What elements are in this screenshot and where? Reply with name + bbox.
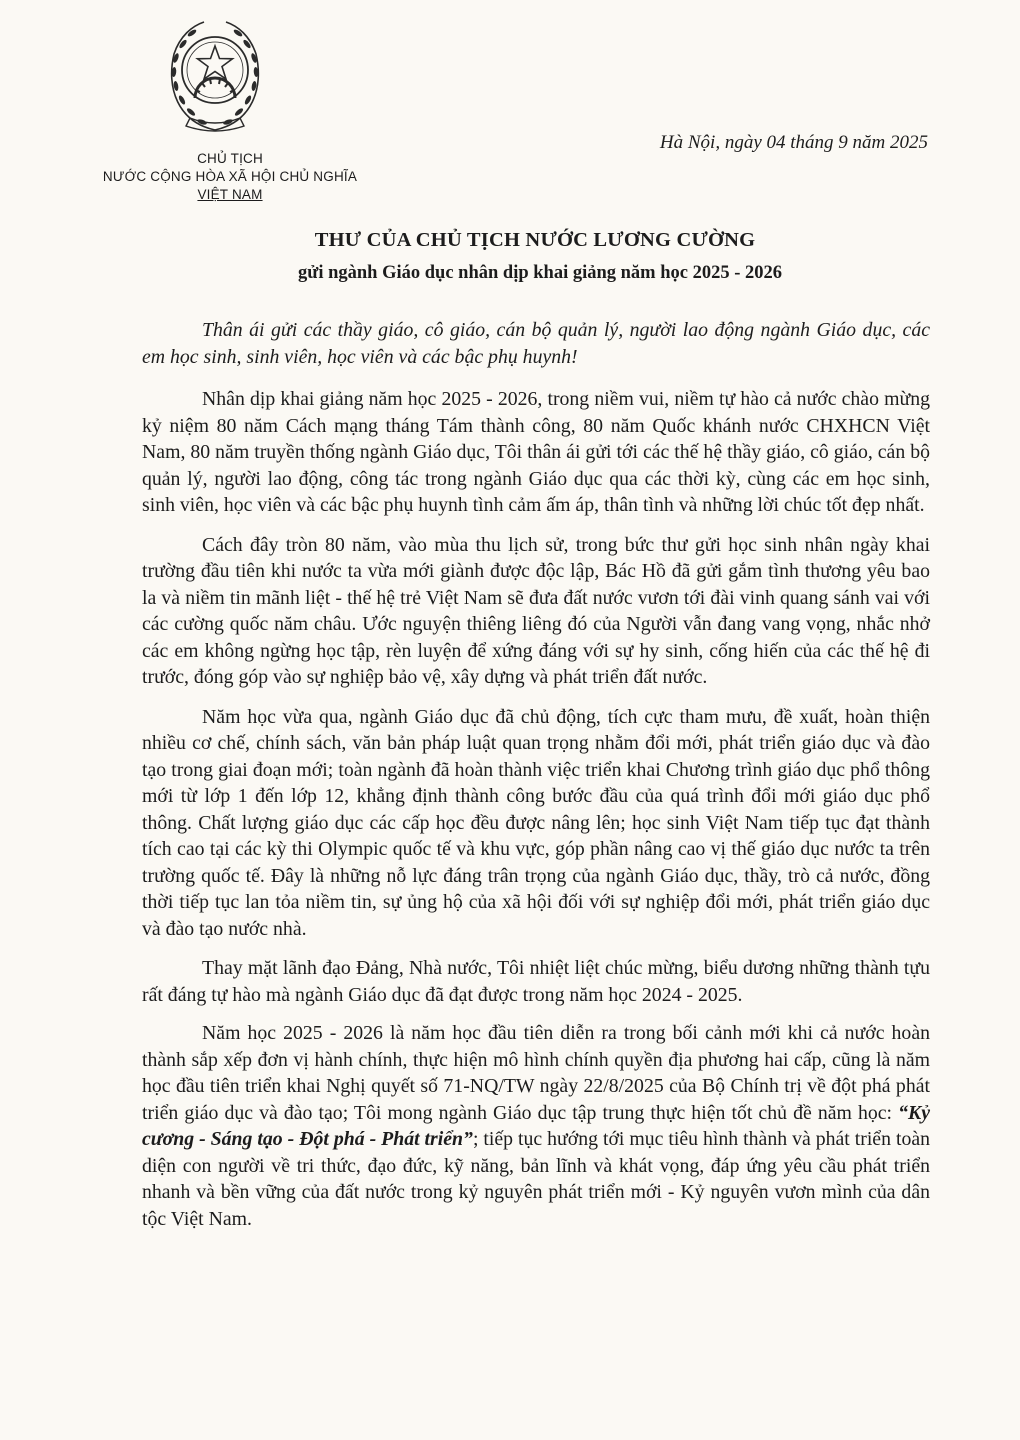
issuer-title: CHỦ TỊCH (197, 151, 263, 166)
letter-body (142, 317, 930, 1245)
issuer-country-line: NƯỚC CỘNG HÒA XÃ HỘI CHỦ NGHĨA (102, 169, 358, 184)
paragraph-3: Năm học vừa qua, ngành Giáo dục đã chủ động, tích cực tham mưu, đề xuất, hoàn thiện nhiều cơ chế, chính sách, văn bản pháp luật quan trọng nhằm đổi mới, phát triển giáo dục và đào tạo trong giai đoạn mới; toàn ngành đã hoàn thành việc triển khai Chương trình giáo dục phổ thông mới từ lớp 1 đến lớp 12, khẳng định thành công bước đầu của quá trình đổi mới giáo dục phổ thông. Chất lượng giáo dục các cấp học đều được nâng lên; học sinh Việt Nam tiếp tục đạt thành tích cao tại các kỳ thi Olympic quốc tế và khu vực, góp phần nâng cao vị thế giáo dục nước ta trên trường quốc tế. Đây là những nỗ lực đáng trân trọng của ngành Giáo dục, thầy, trò cả nước, đồng thời tiếp tục lan tỏa niềm tin, sự ủng hộ của xã hội đối với sự nghiệp đổi mới, phát triển giáo dục và đào tạo nước nhà. (142, 705, 930, 940)
national-emblem-icon (160, 18, 270, 136)
paragraph-5-intro: Năm học 2025 - 2026 là năm học đầu tiên diễn ra trong bối cảnh mới khi cả nước hoàn thành sắp xếp đơn vị hành chính, thực hiện mô hình chính quyền địa phương hai cấp, cũng là năm học đầu tiên triển khai Nghị quyết số 71-NQ/TW ngày 22/8/2025 của Bộ Chính trị về đột phá phát triển giáo dục và đào tạo; Tôi mong ngành Giáo dục tập trung thực hiện tốt chủ đề năm học: (142, 1022, 930, 1124)
issuer-block (40, 150, 420, 204)
paragraph-5-rest: ; tiếp tục hướng tới mục tiêu hình thành và phát triển toàn diện con người về tri thức, đạo đức, kỹ năng, bản lĩnh và khát vọng, đáp ứng yêu cầu phát triển nhanh và bền vững của đất nước trong kỷ nguyên phát triển mới - Kỷ nguyên vươn mình của dân tộc Việt Nam. (142, 1128, 931, 1230)
letter-title: THƯ CỦA CHỦ TỊCH NƯỚC LƯƠNG CƯỜNG (314, 229, 756, 251)
greeting-paragraph: Thân ái gửi các thầy giáo, cô giáo, cán bộ quản lý, người lao động ngành Giáo dục, các em học sinh, sinh viên, học viên và các bậc phụ huynh! (142, 319, 930, 368)
letter-date: Hà Nội, ngày 04 tháng 9 năm 2025 (659, 132, 928, 153)
letter-subtitle: gửi ngành Giáo dục nhân dịp khai giảng năm học 2025 - 2026 (297, 263, 783, 283)
school-year-theme: “Kỷ cương - Sáng tạo - Đột phá - Phát triển” (142, 1101, 930, 1150)
paragraph-2: Cách đây tròn 80 năm, vào mùa thu lịch sử, trong bức thư gửi học sinh nhân ngày khai trường đầu tiên khi nước ta vừa mới giành được độc lập, Bác Hồ đã gửi gắm tình thương yêu bao la và niềm tin mãnh liệt - thế hệ trẻ Việt Nam sẽ đưa đất nước vươn tới đài vinh quang sánh vai với các cường quốc năm châu. Ước nguyện thiêng liêng đó của Người vẫn đang vang vọng, nhắc nhở các em không ngừng học tập, rèn luyện để xứng đáng với sự hy sinh, cống hiến của các thế hệ đi trước, đóng góp vào sự nghiệp bảo vệ, xây dựng và phát triển đất nước. (142, 533, 930, 688)
paragraph-4: Thay mặt lãnh đạo Đảng, Nhà nước, Tôi nhiệt liệt chúc mừng, biểu dương những thành tựu rất đáng tự hào mà ngành Giáo dục đã đạt được trong năm học 2024 - 2025. (142, 957, 930, 1006)
paragraph-1: Nhân dịp khai giảng năm học 2025 - 2026, trong niềm vui, niềm tự hào cả nước chào mừng kỷ niệm 80 năm Cách mạng tháng Tám thành công, 80 năm Quốc khánh nước CHXHCN Việt Nam, 80 năm truyền thống ngành Giáo dục, Tôi thân ái gửi tới các thế hệ thầy giáo, cô giáo, cán bộ quản lý, người lao động, công tác trong ngành Giáo dục qua các thời kỳ, cùng các em học sinh, sinh viên, học viên và các bậc phụ huynh tình cảm ấm áp, thân tình và những lời chúc tốt đẹp nhất. (142, 388, 930, 516)
issuer-country-name: VIỆT NAM (197, 187, 263, 202)
paragraph-5 (142, 1020, 930, 1232)
